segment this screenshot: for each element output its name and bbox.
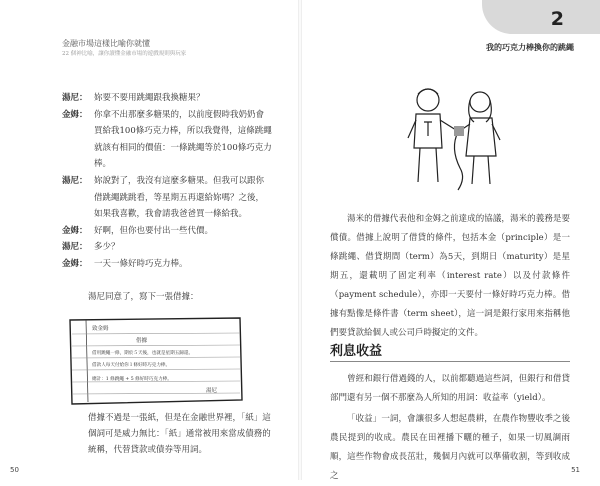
dialog-line — [62, 256, 272, 273]
body-paragraph: 湯米的借據代表他和金姆之前達成的協議，湯米的義務是要償債。借據上說明了借貸的條件，包括本金（principle）是一條跳繩、借貸期間（term）為5天，到期日（maturity）是星期五，還載明了固定利率（interest rate）以及付款條件（payment schedule），亦即一天要付一條好時巧克力棒。借據有點像是條件書（term sheet），這一詞是銀行家用來指稱他們要貸款給個人或公司戶時擬定的文件。 — [330, 214, 570, 338]
speaker: 金姆： — [62, 225, 88, 236]
dialog-text: 多少？ — [94, 242, 120, 253]
ticket-line: 致金姆 — [92, 326, 109, 332]
section-title: 利息收益 — [330, 344, 383, 359]
dialog-text: 妳要不要用跳繩跟我換糖果？ — [94, 93, 205, 103]
dialog-text: 一天一條好時巧克力棒。 — [94, 258, 188, 269]
dialog-text: 妳說對了，我沒有這麼多糖果。但我可以跟你借跳繩跳跳看，等星期五再還給妳嗎？之後，如果我喜歡，我會請我爸爸買一條給我。 — [94, 175, 265, 220]
dialog-line — [62, 107, 272, 173]
dialog-line — [62, 239, 272, 256]
chapter-title: 我的巧克力棒換你的跳繩 — [486, 42, 574, 52]
body-paragraph: 曾經和銀行借過錢的人，以前都聽過這些詞，但銀行和借貸部門還有另一個不那麼為人所知的用詞：收益率（yield）。 — [330, 374, 570, 403]
speaker: 湯尼： — [62, 242, 88, 253]
page-number-right: 51 — [571, 466, 580, 474]
left-page — [0, 0, 298, 480]
candy-box — [454, 126, 464, 136]
ticket-line: 總計：1 條跳繩 + 5 條好時巧克力棒。 — [92, 377, 172, 382]
dialog-text: 你拿不出那麼多糖果的，以前度假時我奶奶會買給我100條巧克力棒，所以我覺得，這條跳繩就該有相同的價值：一條跳繩等於100條巧克力棒。 — [94, 109, 272, 170]
right-page — [302, 0, 600, 480]
iou-note-illustration — [66, 316, 244, 406]
page-number-left: 50 — [10, 466, 19, 474]
ticket-signature: 湯尼 — [206, 388, 218, 394]
dialog-text: 好啊，但你也要付出一些代價。 — [94, 225, 214, 236]
dialog-line — [62, 173, 272, 223]
ticket-line: 借用跳繩一條，期於５天後，也就是星期五歸還。 — [92, 351, 194, 356]
dialog-line — [62, 223, 272, 240]
chapter-number: 2 — [550, 8, 564, 30]
narration: 湯尼同意了，寫下一張借據： — [88, 292, 199, 302]
ticket-line: 借據 — [136, 338, 148, 344]
speaker: 金姆： — [62, 258, 88, 269]
kids-exchange-illustration — [400, 78, 510, 198]
dialog — [62, 90, 272, 273]
dialog-line — [62, 90, 272, 107]
section-rule — [330, 361, 570, 362]
chapter-tab — [482, 0, 600, 34]
book-subtitle: 22 個神比喻，讓你讀懂金融市場的遊戲規則與玩家 — [62, 51, 187, 57]
ticket-line: 借款人每天付給你１條好時巧克力棒。 — [92, 363, 171, 368]
book-title: 金融市場這樣比喻你就懂 — [62, 39, 150, 48]
body-paragraph: 借據不過是一張紙，但是在金融世界裡，「紙」這個詞可是威力無比：「紙」通常被用來當成債務的統稱，代替貸款或債券等用詞。 — [88, 413, 271, 455]
speaker: 金姆： — [62, 109, 88, 120]
body-paragraph: 「收益」一詞，會讓很多人想起農耕，在農作物豐收季之後農民提到的收成。農民在田裡播下曬的種子，如果一切風調雨順，這些作物會成長茁壯，幾個月內就可以準備收割，等到收成之 — [330, 414, 570, 481]
speaker: 湯尼： — [62, 93, 88, 103]
speaker: 湯尼： — [62, 175, 88, 186]
